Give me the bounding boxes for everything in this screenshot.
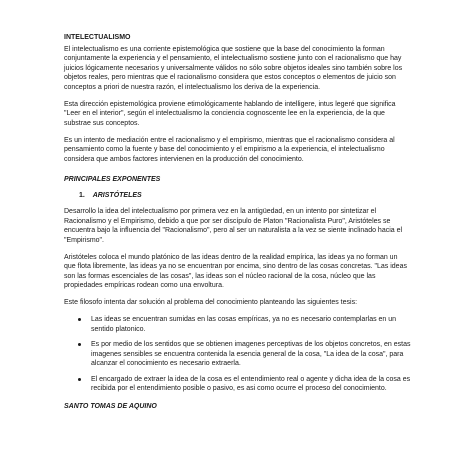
paragraph: Desarrollo la idea del intelectualismo por primera vez en la antigüedad, en un intento por sintetizar el Racionalismo y el Empirismo, debido a que por ser discípulo de Platon "Racionalista Puro", Aristóteles se encuentra bajo la influencia del "Racionalismo", pero al ser un naturalista a la vez se siente inclinado hacia el "Empirismo". [64,208,403,244]
bullet-icon [78,378,81,381]
document-title: INTELECTUALISMO [64,34,131,41]
paragraph: Aristóteles coloca el mundo platónico de las ideas dentro de la realidad empírica, las ideas ya no forman un que flota libremente, las ideas ya no se encuentran por encima, sino dentro de las cosas concretas. "Las ideas son las formas escenciales de las cosas", las ideas son el núcleo racional de la cosa, núcleo que las propiedades empíricas rodean como una envoltura. [64,253,407,289]
paragraph: Esta dirección epistemológica proviene etimológicamente hablando de intelligere, intus legeré que significa "Leer en el interior", según el intelectualismo la conciencia cognoscente lee en la experiencia, de la que substrae sus conceptos. [64,100,396,127]
list-item [64,340,411,369]
section-title: PRINCIPALES EXPONENTES [64,176,161,183]
bullet-icon [78,343,81,346]
list-item [64,375,411,394]
paragraph: Este filosofo intenta dar solución al problema del conocimiento planteando las siguientes tesis: [64,299,358,306]
bullet-icon [78,318,81,321]
subsection-title: ARISTÓTELES [92,191,142,199]
list-item-text: Es por medio de los sentidos que se obtienen imagenes perceptivas de los objetos concretos, en estas imagenes sensibles se encuentra contenida la esencia general de la cosa, "La idea de la cosa", para alcanzar el conocimiento es necesario extraerla. [91,341,411,367]
subsection-heading [79,191,411,201]
list-item [64,315,411,334]
thesis-list [64,315,411,394]
list-item-text: Las ideas se encuentran sumidas en las cosas empíricas, ya no es necesario contemplarlas en un sentido platonico. [91,316,397,333]
next-section-title: SANTO TOMAS DE AQUINO [64,402,157,410]
paragraph: El intelectualismo es una corriente epistemológica que sostiene que la base del conocimiento la forman conjuntamente la experiencia y el pensamiento, el intelectualismo sostiene junto con el racionalismo que hay juicios lógicamente necesarios y universalmente válidos no sólo sobre objetos ideales sino también sobre los objetos reales, pero mientras que el racionalismo considera que estos conceptos o elementos de juicio son conceptos a priori de nuestra razón, el intelectualismo los deriva de la experiencia. [64,45,403,91]
list-item-text: El encargado de extraer la idea de la cosa es el entendimiento real o agente y dicha idea de la cosa es recibida por el entendimiento posible o pasivo, es asi como ocurre el proceso del conocimiento. [91,375,411,392]
subsection-number: 1. [79,191,85,199]
paragraph: Es un intento de mediación entre el racionalismo y el empirismo, mientras que el racionalismo considera al pensamiento como la fuente y base del conocimiento y el empirismo a la experiencia, el intelectualismo considera que ambos factores intervienen en la producción del conocimiento. [64,136,395,163]
